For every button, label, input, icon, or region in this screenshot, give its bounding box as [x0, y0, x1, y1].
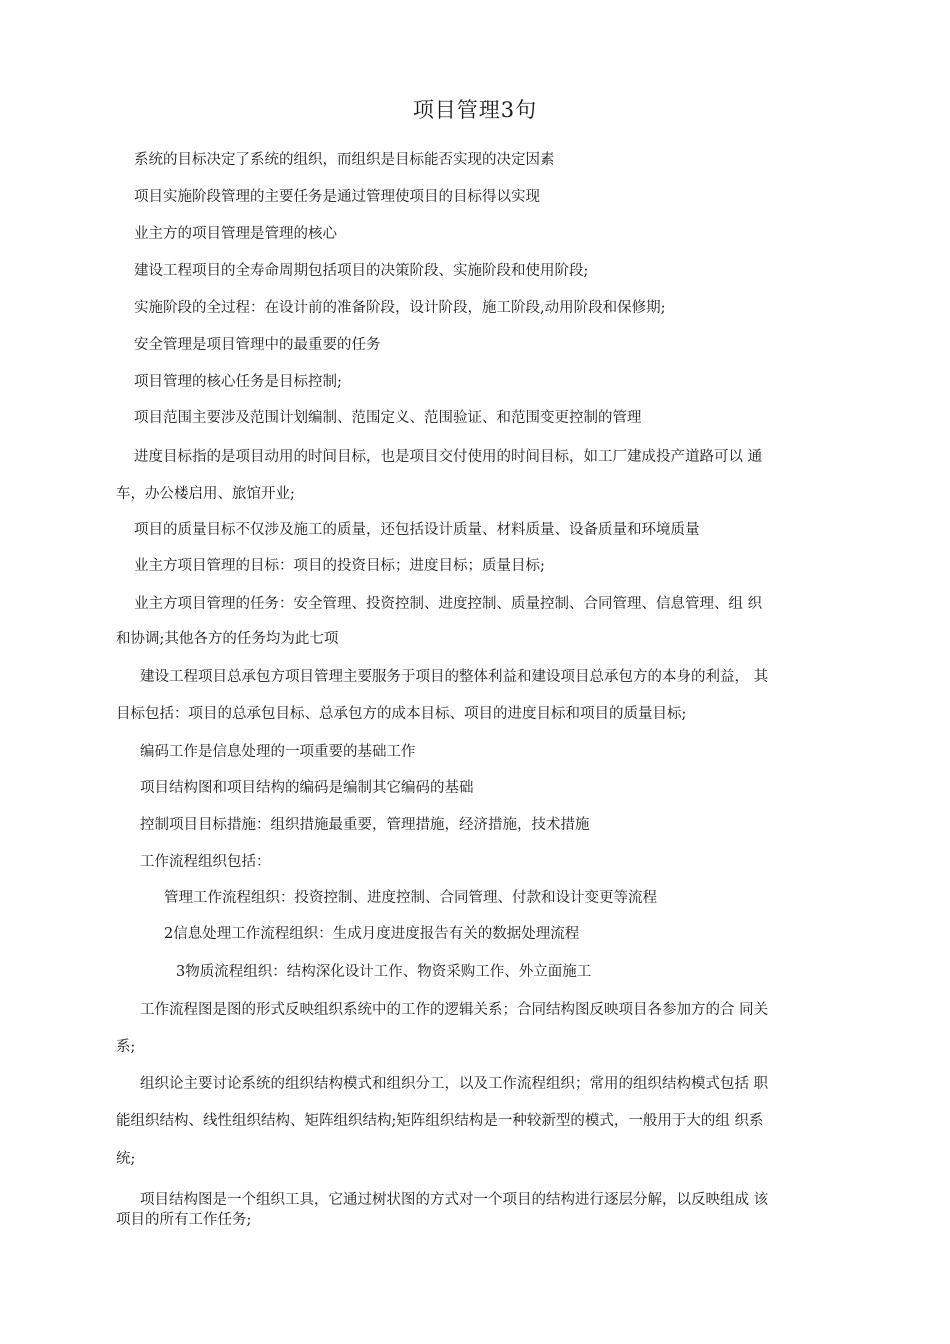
- text-line: 业主方项目管理的目标：项目的投资目标；进度目标；质量目标;: [134, 558, 545, 574]
- text-line: 系;: [116, 1039, 136, 1055]
- text-line: 编码工作是信息处理的一项重要的基础工作: [140, 744, 416, 760]
- text-line: 目标包括：项目的总承包目标、总承包方的成本目标、项目的进度目标和项目的质量目标;: [116, 706, 687, 722]
- text-line: 项目范围主要涉及范围计划编制、范围定义、范围验证、和范围变更控制的管理: [134, 410, 642, 426]
- text-line: 业主方的项目管理是管理的核心: [134, 226, 337, 242]
- text-line: 项目的质量目标不仅涉及施工的质量，还包括设计质量、材料质量、设备质量和环境质量: [134, 522, 700, 538]
- page-title: 项目管理3句: [412, 98, 538, 122]
- text-line: 进度目标指的是项目动用的时间目标，也是项目交付使用的时间目标，如工厂建成投产道路可以 通: [134, 449, 763, 465]
- text-line: 项目的所有工作任务;: [116, 1212, 252, 1228]
- text-line: 实施阶段的全过程：在设计前的准备阶段，设计阶段，施工阶段,动用阶段和保修期;: [134, 300, 666, 316]
- text-line: 统;: [116, 1151, 136, 1167]
- text-line: 和协调;其他各方的任务均为此七项: [116, 631, 339, 647]
- text-line: 2信息处理工作流程组织：生成月度进度报告有关的数据处理流程: [164, 926, 580, 942]
- text-line: 工作流程组织包括：: [140, 854, 271, 870]
- text-line: 工作流程图是图的形式反映组织系统中的工作的逻辑关系；合同结构图反映项目各参加方的合 同关: [140, 1002, 769, 1018]
- text-line: 项目结构图和项目结构的编码是编制其它编码的基础: [140, 780, 474, 796]
- text-line: 组织论主要讨论系统的组织结构模式和组织分工，以及工作流程组织；常用的组织结构模式包括 职: [140, 1076, 769, 1092]
- text-line: 控制项目目标措施：组织措施最重要，管理措施，经济措施，技术措施: [140, 817, 590, 833]
- text-line: 管理工作流程组织：投资控制、进度控制、合同管理、付款和设计变更等流程: [164, 890, 657, 906]
- text-line: 能组织结构、线性组织结构、矩阵组织结构;矩阵组织结构是一种较新型的模式，一般用于大的组 织系: [116, 1113, 764, 1129]
- text-line: 建设工程项目的全寿命周期包括项目的决策阶段、实施阶段和使用阶段;: [134, 263, 589, 279]
- text-line: 车，办公楼启用、旅馆开业;: [116, 486, 295, 502]
- text-line: 建设工程项目总承包方项目管理主要服务于项目的整体利益和建设项目总承包方的本身的利益， 其: [140, 669, 769, 685]
- text-line: 系统的目标决定了系统的组织，而组织是目标能否实现的决定因素: [134, 152, 555, 168]
- text-line: 业主方项目管理的任务：安全管理、投资控制、进度控制、质量控制、合同管理、信息管理、组 织: [134, 596, 763, 612]
- text-line: 项目结构图是一个组织工具，它通过树状图的方式对一个项目的结构进行逐层分解，以反映组成 该: [140, 1192, 769, 1208]
- text-line: 安全管理是项目管理中的最重要的任务: [134, 337, 381, 353]
- text-line: 项目管理的核心任务是目标控制;: [134, 374, 342, 390]
- text-line: 3物质流程组织：结构深化设计工作、物资采购工作、外立面施工: [176, 964, 592, 980]
- text-line: 项目实施阶段管理的主要任务是通过管理使项目的目标得以实现: [134, 189, 540, 205]
